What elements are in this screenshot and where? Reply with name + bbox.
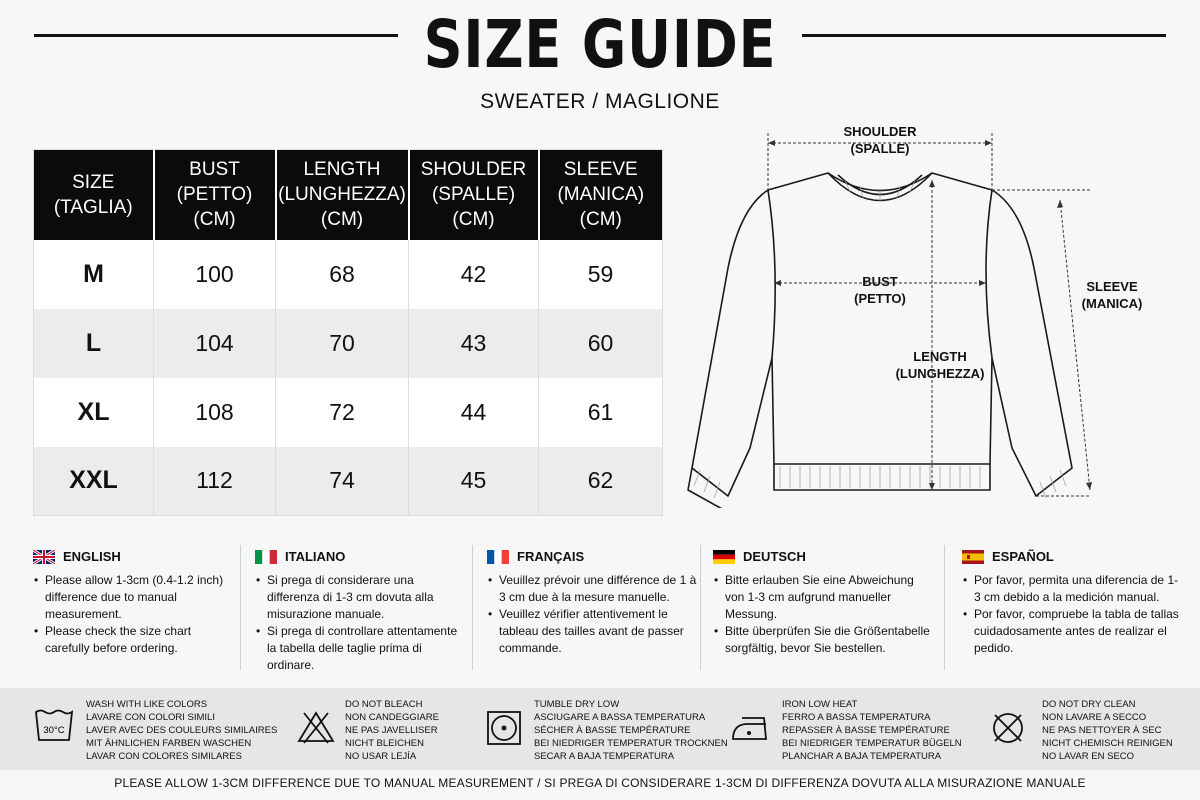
lang-italiano: [255, 545, 465, 680]
table-row: [34, 309, 663, 378]
shoulder-cell: 44: [409, 378, 539, 447]
list-item: • Veuillez prévoir une différence de 1 à 3 cm due à la mesure manuelle.: [487, 572, 697, 606]
italy-flag-icon: [255, 550, 277, 564]
tumble-dry-low-icon: [486, 710, 522, 746]
page-title: SIZE GUIDE: [423, 6, 777, 83]
length-cell: 72: [276, 378, 409, 447]
list-item: • Bitte erlauben Sie eine Abweichung von 1-3 cm aufgrund manueller Messung.: [713, 572, 933, 623]
lang-title: ITALIANO: [285, 549, 346, 564]
shoulder-cell: 43: [409, 309, 539, 378]
divider: [700, 545, 701, 670]
lang-espanol: [962, 545, 1182, 680]
list-item: • Please allow 1-3cm (0.4-1.2 inch) difference due to manual measurement.: [33, 572, 238, 623]
spain-flag-icon: [962, 550, 984, 564]
sleeve-cell: 62: [539, 447, 663, 516]
care-text-bleach: DO NOT BLEACH NON CANDEGGIARE NE PAS JAVELLISER NICHT BLEICHEN NO USAR LEJÍA: [345, 699, 439, 762]
list-item: • Si prega di controllare attentamente la tabella delle taglie prima di ordinare.: [255, 623, 465, 674]
list-item: • Por favor, permita una diferencia de 1-3 cm debido a la medición manual.: [962, 572, 1182, 606]
france-flag-icon: [487, 550, 509, 564]
length-cell: 68: [276, 240, 409, 309]
do-not-dry-clean-icon: [990, 710, 1026, 746]
bust-cell: 104: [154, 309, 276, 378]
iron-low-heat-icon: [730, 712, 772, 742]
header-sleeve: SLEEVE (MANICA) (CM): [539, 150, 663, 240]
lang-english: [33, 545, 238, 680]
do-not-bleach-icon: [296, 710, 336, 744]
language-notes: [20, 545, 1190, 680]
length-cell: 74: [276, 447, 409, 516]
list-item: • Bitte überprüfen Sie die Größentabelle sorgfältig, bevor Sie bestellen.: [713, 623, 933, 657]
shoulder-label: SHOULDER (SPALLE): [843, 124, 917, 156]
care-text-dry: TUMBLE DRY LOW ASCIUGARE A BASSA TEMPERATURA SÉCHER À BASSE TEMPÉRATURE BEI NIEDRIGER TEMPERATUR TROCKNEN SECAR A BAJA TEMPERATURA: [534, 699, 728, 762]
header-shoulder: SHOULDER (SPALLE) (CM): [409, 150, 539, 240]
bust-cell: 100: [154, 240, 276, 309]
list-item: • Veuillez vérifier attentivement le tableau des tailles avant de passer commande.: [487, 606, 697, 657]
header-length: LENGTH (LUNGHEZZA) (CM): [276, 150, 409, 240]
care-text-wash: WASH WITH LIKE COLORS LAVARE CON COLORI SIMILI LAVER AVEC DES COULEURS SIMILAIRES MIT ÄHNLICHEN FARBEN WASCHEN LAVAR CON COLORES SIMILARES: [86, 699, 278, 762]
header-size: SIZE (TAGLIA): [34, 150, 154, 240]
sweater-outline-icon: [680, 118, 1200, 508]
divider: [472, 545, 473, 670]
size-table: [33, 149, 663, 516]
size-cell: L: [34, 309, 154, 378]
list-item: • Por favor, compruebe la tabla de tallas cuidadosamente antes de realizar el pedido.: [962, 606, 1182, 657]
length-label: LENGTH (LUNGHEZZA): [895, 349, 985, 381]
bust-label: BUST (PETTO): [854, 274, 906, 306]
footer-note: PLEASE ALLOW 1-3CM DIFFERENCE DUE TO MANUAL MEASUREMENT / SI PREGA DI CONSIDERARE 1-3CM DI DIFFERENZA DOVUTA ALLA MISURAZIONE MANUALE: [114, 776, 1086, 790]
shoulder-cell: 45: [409, 447, 539, 516]
sleeve-label: SLEEVE (MANICA): [1081, 279, 1143, 311]
lang-deutsch: [713, 545, 933, 680]
lang-title: ESPAÑOL: [992, 549, 1054, 564]
table-row: [34, 240, 663, 309]
svg-text:30°C: 30°C: [43, 725, 65, 736]
wash-30-icon: [34, 708, 74, 742]
size-table-header: [34, 150, 663, 240]
list-item: • Si prega di considerare una differenza di 1-3 cm dovuta alla misurazione manuale.: [255, 572, 465, 623]
lang-francais: [487, 545, 697, 680]
page-subtitle: SWEATER / MAGLIONE: [480, 90, 720, 113]
care-text-iron: IRON LOW HEAT FERRO A BASSA TEMPERATURA REPASSER À BASSE TEMPÉRATURE BEI NIEDRIGER TEMPERATUR BÜGELN PLANCHAR A BAJA TEMPERATURA: [782, 699, 962, 762]
size-cell: XL: [34, 378, 154, 447]
care-instructions: [0, 688, 1200, 770]
bust-cell: 108: [154, 378, 276, 447]
table-row: [34, 447, 663, 516]
list-item: • Please check the size chart carefully before ordering.: [33, 623, 238, 657]
divider: [944, 545, 945, 670]
germany-flag-icon: [713, 550, 735, 564]
uk-flag-icon: [33, 550, 55, 564]
sleeve-cell: 61: [539, 378, 663, 447]
sleeve-cell: 60: [539, 309, 663, 378]
lang-title: DEUTSCH: [743, 549, 806, 564]
size-cell: M: [34, 240, 154, 309]
length-cell: 70: [276, 309, 409, 378]
care-text-dryclean: DO NOT DRY CLEAN NON LAVARE A SECCO NE PAS NETTOYER À SEC NICHT CHEMISCH REINIGEN NO LAVAR EN SECO: [1042, 699, 1173, 762]
table-row: [34, 378, 663, 447]
shoulder-cell: 42: [409, 240, 539, 309]
size-cell: XXL: [34, 447, 154, 516]
lang-title: FRANÇAIS: [517, 549, 585, 564]
header-bust: BUST (PETTO) (CM): [154, 150, 276, 240]
sleeve-cell: 59: [539, 240, 663, 309]
lang-title: ENGLISH: [63, 549, 121, 564]
sweater-diagram: [680, 118, 1200, 508]
divider: [240, 545, 241, 670]
bust-cell: 112: [154, 447, 276, 516]
